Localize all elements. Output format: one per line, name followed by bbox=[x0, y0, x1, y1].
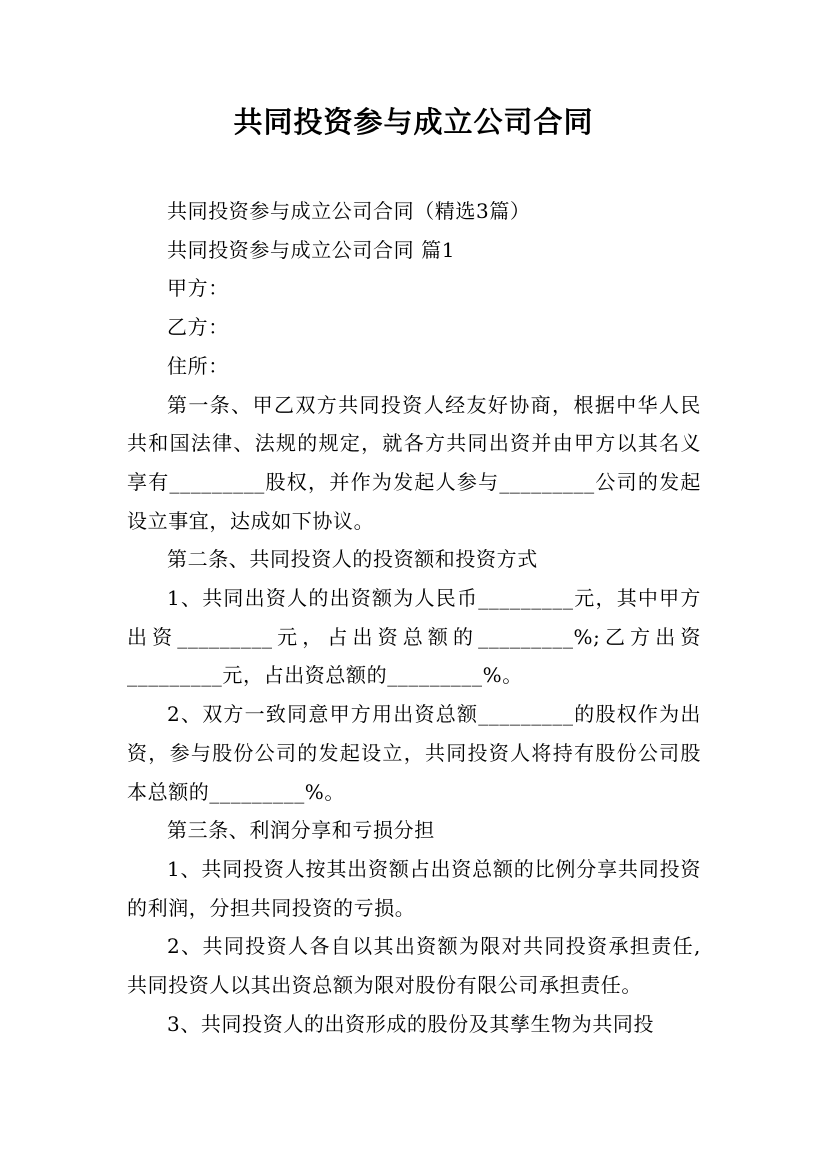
paragraph-article-2-item-2: 2、双方一致同意甲方用出资总额_________的股权作为出资，参与股份公司的发起设立，共同投资人将持有股份公司股本总额的_________%。 bbox=[127, 702, 701, 804]
paragraph-article-2-item-1: 1、共同出资人的出资额为人民币_________元，其中甲方出资_________元，占出资总额的_________%;乙方出资_________元，占出资总额的_________%。 bbox=[127, 586, 701, 688]
paragraph-party-a: 甲方： bbox=[167, 276, 229, 301]
paragraph-subtitle: 共同投资参与成立公司合同（精选3篇） bbox=[167, 199, 531, 223]
paragraph-article-2-heading: 第二条、共同投资人的投资额和投资方式 bbox=[167, 547, 538, 572]
paragraph-section-heading: 共同投资参与成立公司合同 篇1 bbox=[167, 237, 456, 262]
paragraph-article-3-item-3: 3、共同投资人的出资形成的股份及其孳生物为共同投 bbox=[167, 1011, 655, 1036]
paragraph-address: 住所： bbox=[167, 353, 229, 378]
paragraph-article-3-item-2: 2、共同投资人各自以其出资额为限对共同投资承担责任,共同投资人以其出资总额为限对股份有限公司承担责任。 bbox=[127, 934, 701, 998]
document-title: 共同投资参与成立公司合同 bbox=[233, 105, 594, 139]
document-body bbox=[127, 192, 701, 1043]
paragraph-party-b: 乙方： bbox=[167, 315, 229, 340]
paragraph-article-1: 第一条、甲乙双方共同投资人经友好协商，根据中华人民共和国法律、法规的规定，就各方共同出资并由甲方以其名义享有_________股权，并作为发起人参与_________公司的发起设立事宜，达成如下协议。 bbox=[127, 392, 701, 533]
paragraph-article-3-item-1: 1、共同投资人按其出资额占出资总额的比例分享共同投资的利润，分担共同投资的亏损。 bbox=[127, 856, 701, 920]
paragraph-article-3-heading: 第三条、利润分享和亏损分担 bbox=[167, 818, 435, 843]
